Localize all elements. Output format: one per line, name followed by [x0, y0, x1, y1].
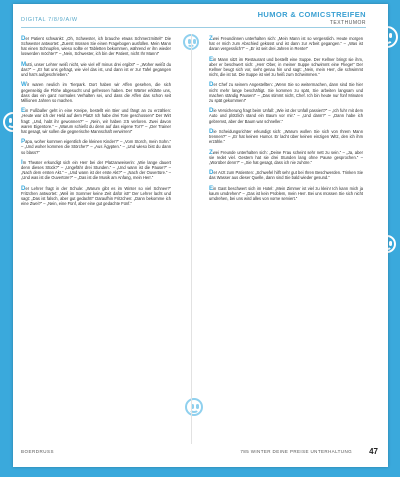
joke-text: apa, woher kommen eigentlich die kleinen Kinder?“ – „Vom Storch, mein Sohn.“ – „Und woher kommen die Störche?“ – „Aus Ägypten.“ – „Und wieso bist du dann so blass?“ — [21, 139, 171, 155]
drop-cap: D — [209, 169, 214, 177]
drop-cap: D — [209, 81, 214, 89]
joke-paragraph — [209, 129, 363, 144]
joke-text: er Lehrer fragt in der Schule: „Warum gibt es im Winter so viel Schnee?“ Fritzchen antwortet: „Weil im Sommer keine Zeit dafür ist!“ Der Lehrer lacht und sagt: „Das ist falsch, aber gut gedacht!“ Daraufhin Fritzchen: „Dann bekomme ich eine Zwei?“ – „Nein, eine Fünf, aber eine gut gedachte Fünf.“ — [21, 185, 171, 207]
joke-paragraph — [209, 108, 363, 123]
joke-text: ie Versicherung fragt beim Unfall: „Wie ist der Unfall passiert?“ – „Ich fuhr mit dem Auto und plötzlich stand ein Baum vor mir.“ – „Und dann?“ – „Dann habe ich gebremst, aber der Baum war schneller.“ — [209, 108, 363, 124]
joke-text: in Gast beschwert sich im Hotel: „Mein Zimmer ist viel zu klein! Ich kann mich ja kaum umdrehen!“ – „Das ist kein Problem, mein Herr. Bei uns müssen Sie sich nicht umdrehen, bei uns wird alles von vorne serviert.“ — [209, 185, 363, 202]
joke-text: wei Freundinnen unterhalten sich: „Mein Mann ist so vergesslich. Heute morgen hat er mich zum Abschied geküsst und ist dann zur Arbeit gegangen.“ – „Was ist daran vergesslich?“ – „Er ist seit drei Jahren in Rente!“ — [209, 36, 363, 52]
drop-cap: M — [21, 60, 27, 68]
joke-text: er Arzt zum Patienten: „Schwefel hilft sehr gut bei Ihren Beschwerden. Trinken Sie das Wasser aus dieser Quelle, dann sind Sie bald wieder gesund.“ — [209, 170, 363, 181]
drop-cap: E — [209, 55, 214, 63]
drop-cap: P — [21, 138, 26, 146]
category-subtitle: TEXTHUMOR — [329, 20, 366, 26]
joke-text: in Mann sitzt im Restaurant und bestellt eine Suppe. Der Kellner bringt sie ihm, aber er beschwert sich: „Herr Ober, in meiner Suppe schwimmt eine Fliege!“ Der Kellner beugt sich vor, sieht genau hin und sagt: „Nein, mein Herr, die schwimmt nicht, die ist tot. Die Suppe ist viel zu heiß zum Schwimmen.“ — [209, 56, 363, 78]
drop-cap: I — [21, 158, 23, 166]
drop-cap: D — [209, 127, 214, 135]
joke-text: wei Freunde unterhalten sich: „Deine Frau scheint sehr nett zu sein.“ – „Ja, aber sie redet viel. Gestern hat sie drei Stunden lang ohne Pause gesprochen.“ – „Worüber denn?“ – „Sie hat gesagt, dass ich nie zuhöre.“ — [209, 149, 363, 165]
drop-cap: E — [21, 107, 26, 115]
joke-paragraph — [209, 82, 363, 103]
page-number: 47 — [369, 447, 378, 456]
left-column — [21, 36, 171, 212]
joke-text: ir waren neulich im Tierpark. Dort haben wir Affen gesehen, die sich gegenseitig die Flöhe abgesucht und gefressen haben. Der Wärter erklärte uns, dass das ein ganz normales Verhalten sei, und dass die Affen das schon seit Millionen Jahren so machen. — [21, 82, 171, 103]
drop-cap: D — [209, 107, 214, 115]
category-title: HUMOR & COMICSTREIFEN — [257, 10, 366, 19]
footer-brand: BOERDRUSS — [21, 449, 55, 454]
footer-title: 785 WINTER DEINE PREISE UNTERHALTUNG — [240, 449, 352, 454]
joke-paragraph — [209, 57, 363, 78]
column-separator — [191, 34, 192, 444]
joke-paragraph — [21, 160, 171, 181]
joke-text: er Chef zu seinem Angestellten: „Wenn Sie so weitermachen, dann sind Sie hier nicht mehr lange beschäftigt. Sie kommen zu spät, Sie arbeiten langsam und machen ständig Pausen!“ – „Das stimmt nicht, Chef. Ich bin heute nur fünf Minuten zu spät gekommen!“ — [209, 82, 363, 103]
joke-paragraph — [21, 82, 171, 103]
joke-paragraph — [21, 36, 171, 57]
header-rule — [21, 27, 366, 28]
joke-paragraph — [21, 186, 171, 207]
joke-paragraph — [21, 139, 171, 154]
joke-text: utti, unser Lehrer weiß nicht, wie viel elf minus drei ergibt!“ – „Woher weißt du das?“ – „Er hat uns gefragt, wie viel das ist, und dann ist er zur Tafel gegangen und hat’s aufgeschrieben.“ — [21, 61, 171, 78]
joke-paragraph — [209, 150, 363, 165]
magazine-page — [13, 4, 388, 467]
joke-text: in Fußballer geht in eine Kneipe, bestellt ein Bier und fängt an zu erzählen: „Heute war ich der Held auf dem Platz! Ich habe drei Tore geschossen!“ Der Wirt fragt: „Und, habt ihr gewonnen?“ – „Nein, wir haben 3:5 verloren. Zwei davon waren Eigentore.“ – „Warum schießt du denn auf das eigene Tor?“ – „Der Trainer hat gesagt, wir sollen die gegnerische Mannschaft verwirren!“ — [21, 108, 171, 134]
joke-paragraph — [21, 108, 171, 134]
drop-cap: D — [21, 184, 26, 192]
joke-paragraph — [209, 170, 363, 180]
joke-text: er Patient schwankt: „Oh, Schwester, ich brauche etwas Schmerzmittel!“ Die Schwester antwortet: „Zuerst müssen Sie einen Fragebogen ausfüllen. Mein Mann hat einen Schnupfen, wieso sollte er Tabletten bekommen, während er ihn wieder loswerden möchte?“ – „Nein, Schwester, ich bin der Patient, nicht Ihr Mann!“ — [21, 36, 171, 57]
joke-paragraph — [21, 62, 171, 77]
joke-text: m Theater erkundigt sich ein Herr bei der Platzanweiserin: „Wie lange dauert denn dieses Stück?“ – „Ungefähr drei Stunden.“ – „Und wann ist die Pause?“ – „Nach dem ersten Akt.“ – „Und wann ist der erste Akt?“ – „Nach der Ouvertüre.“ – „Und was ist die Ouvertüre?“ – „Das ist die Musik am Anfang, mein Herr.“ — [21, 159, 171, 181]
drop-cap: W — [21, 81, 27, 89]
drop-cap: Z — [209, 35, 213, 42]
section-label: DIGITAL 7/8/9/A/W — [21, 17, 78, 23]
joke-paragraph — [209, 186, 363, 201]
smiley-icon — [185, 398, 203, 416]
drop-cap: Z — [209, 148, 213, 156]
drop-cap: E — [209, 184, 214, 192]
drop-cap: D — [21, 35, 26, 42]
right-column — [209, 36, 363, 206]
joke-text: ie Scheidungsrichter erkundigt sich: „Warum wollen Sie sich von Ihrem Mann trennen?“ – „Er hat keinen Humor. Er lacht über keinen einzigen Witz, den ich ihm erzähle.“ — [209, 128, 363, 145]
joke-paragraph — [209, 36, 363, 51]
